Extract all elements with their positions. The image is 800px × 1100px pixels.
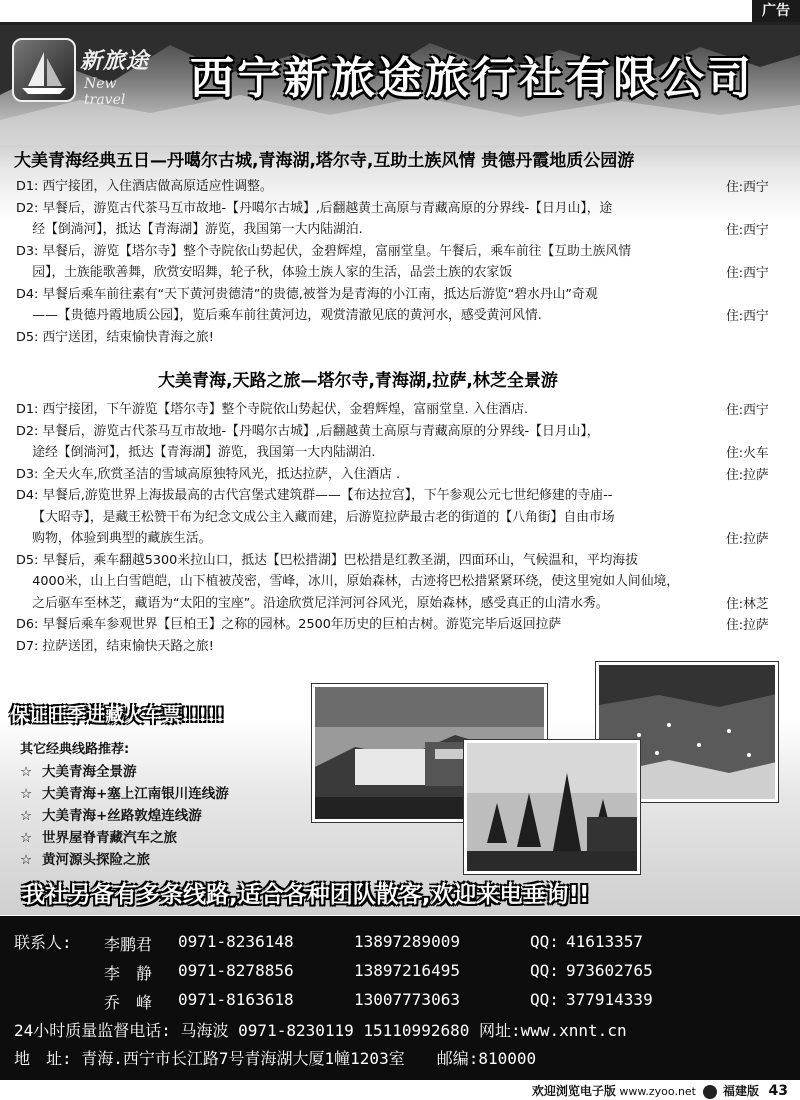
logo-en-text: New travel xyxy=(84,76,126,108)
star-icon: ☆ xyxy=(20,830,33,846)
itinerary-line: D4: 早餐后,游览世界上海拔最高的古代宫堡式建筑群——【布达拉宫】，下午参观公元七世纪修建的寺庙-- xyxy=(16,488,613,503)
stay-location: 住:拉萨 xyxy=(726,618,769,633)
contact-qq: 41613357 xyxy=(566,932,644,951)
itinerary-line: D5: 早餐后，乘车翻越5300米拉山口，抵达【巴松措湖】巴松措是红教圣湖，四面环山，气候温和，平均海拔 xyxy=(16,552,639,568)
contact-name: 李鹏君 xyxy=(104,935,153,954)
stay-location: 住:西宁 xyxy=(726,223,769,238)
stay-location: 住:西宁 xyxy=(726,309,769,324)
star-icon: ☆ xyxy=(20,808,33,824)
itinerary-line: 购物，体验到典型的藏族生活。 xyxy=(16,531,212,546)
contact-label: 联系人: xyxy=(14,933,72,952)
other-route-item xyxy=(20,760,137,780)
stay-location: 住:西宁 xyxy=(726,266,769,281)
route2-title: 大美青海,天路之旅—塔尔寺,青海湖,拉萨,林芝全景游 xyxy=(158,371,558,391)
other-route-label: 世界屋脊青藏汽车之旅 xyxy=(42,830,177,846)
contact-phone: 0971-8163618 xyxy=(178,990,294,1009)
stay-location: 住:拉萨 xyxy=(726,467,769,483)
contact-qq: 377914339 xyxy=(566,990,653,1009)
circle-logo-icon xyxy=(703,1085,717,1099)
other-route-label: 大美青海+塞上江南银川连线游 xyxy=(42,786,229,802)
itinerary-line: ——【贵德丹霞地质公园】，览后乘车前往黄河边，观赏清澈见底的黄河水，感受黄河风情. xyxy=(16,308,542,323)
other-route-label: 大美青海全景游 xyxy=(42,764,137,780)
contact-qq-label: QQ: xyxy=(530,961,559,980)
contact-mobile: 13007773063 xyxy=(354,990,460,1009)
company-logo xyxy=(12,38,162,110)
footer-browse: 欢迎浏览电子版 xyxy=(531,1084,616,1098)
itinerary-line: 【大昭寺】，是藏王松赞干布为纪念文成公主入藏而建，后游览拉萨最古老的街道的【八角街】自由市场 xyxy=(16,509,615,525)
address-row: 地 址: 青海.西宁市长江路7号青海湖大厦1幢1203室 邮编:810000 xyxy=(14,1049,537,1068)
contact-phone: 0971-8236148 xyxy=(178,932,294,951)
star-icon: ☆ xyxy=(20,764,33,780)
stay-location: 住:火车 xyxy=(726,446,769,461)
itinerary-line: D3: 早餐后，游览【塔尔寺】整个寺院依山势起伏，金碧辉煌，富丽堂皇。午餐后，乘车前往【互助土族风情 xyxy=(16,243,632,259)
stay-location: 住:拉萨 xyxy=(726,532,769,547)
bottom-slogan: 我社另备有多条线路,适合各种团队散客,欢迎来电垂询!! xyxy=(22,882,590,908)
itinerary-line: 园】，土族能歌善舞，欣赏安昭舞，轮子秋，体验土族人家的生活，品尝土族的农家饭 xyxy=(16,265,513,280)
stay-location: 住:西宁 xyxy=(726,180,769,195)
contact-qq-label: QQ: xyxy=(530,990,559,1009)
route1-title: 大美青海经典五日—丹噶尔古城,青海湖,塔尔寺,互助土族风情 贵德丹霞地质公园游 xyxy=(14,151,635,171)
contact-qq-label: QQ: xyxy=(530,932,559,951)
other-route-item xyxy=(20,826,177,846)
contact-mobile: 13897289009 xyxy=(354,932,460,951)
itinerary-line: 经【倒淌河】，抵达【青海湖】游览，我国第一大内陆湖泊. xyxy=(16,222,363,237)
contact-name: 李 静 xyxy=(104,964,153,983)
page-number: 43 xyxy=(768,1083,788,1099)
other-route-label: 大美青海+丝路敦煌连线游 xyxy=(42,808,202,824)
itinerary-line: 之后驱车至林芝，藏语为“太阳的宝座”。沿途欣赏尼洋河河谷风光，原始森林，感受真正的山清水秀。 xyxy=(16,595,609,611)
company-name: 西宁新旅途旅行社有限公司 xyxy=(190,53,754,104)
itinerary-line: D1: 西宁接团，下午游览【塔尔寺】整个寺院依山势起伏，金碧辉煌，富丽堂皇. 入住酒店. xyxy=(16,402,529,417)
itinerary-line: 4000米，山上白雪皑皑，山下植被茂密，雪峰，冰川，原始森林，古迹将巴松措紧紧环绕，使这里宛如人间仙境， xyxy=(16,574,680,589)
itinerary-line: D7: 拉萨送团，结束愉快天路之旅! xyxy=(16,638,214,654)
top-divider xyxy=(0,22,800,25)
star-icon: ☆ xyxy=(20,786,33,802)
itinerary-line: 途经【倒淌河】，抵达【青海湖】游览，我国第一大内陆湖泊. xyxy=(16,445,376,460)
logo-emblem xyxy=(12,38,76,102)
other-route-item xyxy=(20,782,229,802)
contact-panel xyxy=(0,916,800,1080)
footer-edition: 福建版 xyxy=(723,1084,760,1098)
train-ticket-slogan: 保证旺季进藏火车票!!!!! xyxy=(10,704,225,726)
itinerary-line: D6: 早餐后乘车参观世界【巨柏王】之称的园林。2500年历史的巨柏古树。游览完毕后返回拉萨 xyxy=(16,617,562,632)
itinerary-line: D1: 西宁接团，入住酒店做高原适应性调整。 xyxy=(16,179,273,194)
stay-location: 住:西宁 xyxy=(726,403,769,418)
itinerary-line: D2: 早餐后，游览古代茶马互市故地-【丹噶尔古城】,后翻越黄土高原与青藏高原的分界线-【日月山】， xyxy=(16,423,600,439)
hotline-row: 24小时质量监督电话: 马海波 0971-8230119 15110992680 网址:www.xnnt.cn xyxy=(14,1021,627,1040)
itinerary-line: D5: 西宁送团，结束愉快青海之旅! xyxy=(16,329,214,345)
other-route-item xyxy=(20,848,150,868)
logo-cn-text: 新旅途 xyxy=(80,48,150,74)
other-route-label: 黄河源头探险之旅 xyxy=(42,852,150,868)
ad-tag: 广告 xyxy=(752,0,800,22)
stupas-photo xyxy=(464,740,640,874)
contact-phone: 0971-8278856 xyxy=(178,961,294,980)
contact-mobile: 13897216495 xyxy=(354,961,460,980)
footer-site: www.zyoo.net xyxy=(619,1085,696,1098)
other-route-item xyxy=(20,804,202,824)
stay-location: 住:林芝 xyxy=(726,596,769,612)
sail-icon xyxy=(14,40,74,100)
itinerary-line: D4: 早餐后乘车前往素有“天下黄河贵德清”的贵德,被誉为是青海的小江南，抵达后游览“碧水丹山”奇观 xyxy=(16,286,598,302)
page-footer xyxy=(532,1082,788,1099)
itinerary-line: D3: 全天火车,欣赏圣洁的雪域高原独特风光，抵达拉萨，入住酒店 . xyxy=(16,466,401,482)
star-icon: ☆ xyxy=(20,852,33,868)
contact-name: 乔 峰 xyxy=(104,993,153,1012)
contact-qq: 973602765 xyxy=(566,961,653,980)
other-routes-heading: 其它经典线路推荐: xyxy=(20,742,130,757)
itinerary-line: D2: 早餐后，游览古代茶马互市故地-【丹噶尔古城】,后翻越黄土高原与青藏高原的分界线-【日月山】，途 xyxy=(16,200,613,216)
